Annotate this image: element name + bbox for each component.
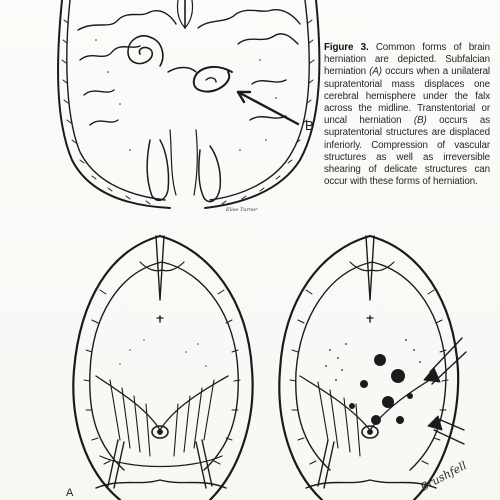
caption-text-2: occurs when a unilateral supratentorial mass displaces one cerebral hemisphere under the falx across the midline. Transtentorial or uncal herniation: [324, 66, 490, 127]
illustrator-signature-top: Elise Turner: [226, 207, 258, 213]
panel-label-a: A: [66, 487, 74, 499]
illustrator-signature-bottom: Brushfell: [417, 458, 469, 495]
caption-text-3: occurs as supratentorial structures are displaced inferiorly. Compression of vascular structures as well as irreversible shearing of delicate structures can occur with these forms of herniation.: [324, 115, 490, 188]
figure-label: Figure 3.: [324, 42, 369, 53]
callout-label-b: B: [305, 118, 314, 133]
caption-term-a: (A): [369, 66, 382, 78]
caption-text-1: Common forms of brain herniation are depicted. Subfalcian herniation: [324, 42, 490, 78]
caption-term-b: (B): [413, 115, 427, 127]
